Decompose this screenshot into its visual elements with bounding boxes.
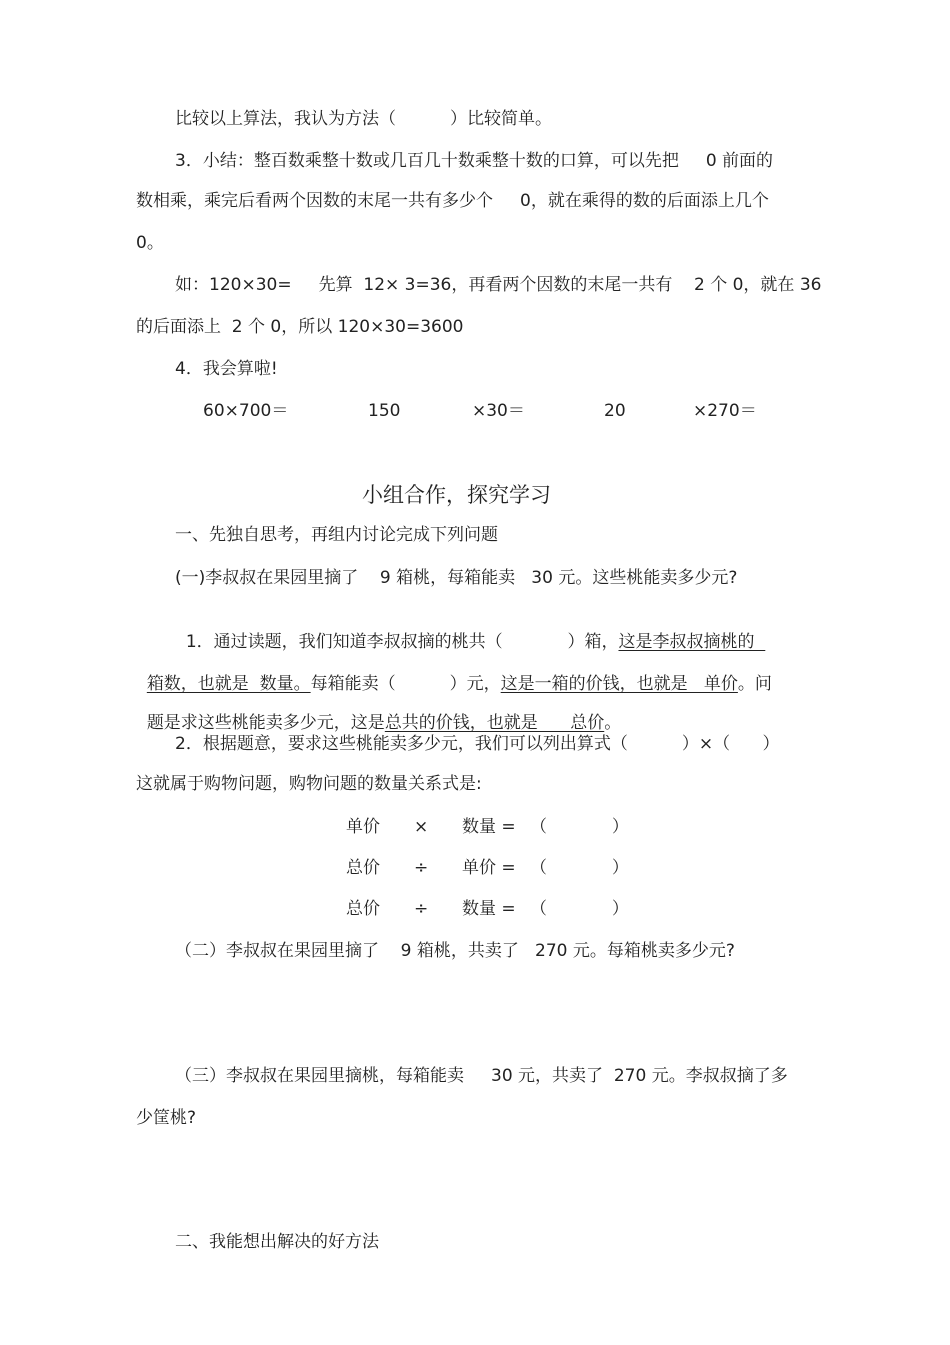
text-line: 的后面添上 2 个 0，所以 120×30=3600 — [136, 317, 464, 337]
text-line — [175, 609, 765, 653]
text-segment: 题是求这些桃能卖多少元，这是 — [146, 713, 385, 733]
calc-item: ×30＝ — [472, 401, 525, 421]
text-line: 比较以上算法，我认为方法（ ）比较简单。 — [175, 109, 553, 129]
text-line: 3．小结：整百数乘整十数或几百几十数乘整十数的口算，可以先把 0 前面的 — [175, 151, 774, 171]
text-segment: 。 — [604, 713, 622, 733]
relation-operator: ÷ — [414, 858, 429, 878]
section-heading: 二、我能想出解决的好方法 — [175, 1232, 379, 1252]
text-segment: 。问 — [737, 674, 772, 694]
calc-item: 60×700＝ — [203, 401, 289, 421]
relation-operator: × — [414, 817, 429, 837]
text-line — [136, 690, 621, 734]
question-text: (一)李叔叔在果园里摘了 9 箱桃，每箱能卖 30 元。这些桃能卖多少元? — [175, 568, 738, 588]
relation-term: 单价 = — [462, 858, 516, 878]
underlined-text: 这是李叔叔摘桃的 — [618, 632, 766, 652]
relation-term: 单价 — [346, 817, 380, 837]
section-heading: 一、先独自思考，再组内讨论完成下列问题 — [175, 525, 498, 545]
calc-item: 150 — [368, 401, 401, 421]
text-segment: 1．通过读题，我们知道李叔叔摘的桃共（ ）箱， — [185, 632, 619, 652]
text-line: 这就属于购物问题，购物问题的数量关系式是: — [136, 774, 482, 794]
text-line: 4．我会算啦! — [175, 359, 278, 379]
question-text: 少筐桃? — [136, 1108, 197, 1128]
section-title: 小组合作，探究学习 — [362, 483, 551, 507]
relation-term: 总价 — [346, 899, 380, 919]
relation-blank: （ ） — [530, 899, 629, 919]
text-line — [136, 651, 772, 695]
relation-term: 数量 = — [462, 899, 516, 919]
relation-term: 数量 = — [462, 817, 516, 837]
underlined-text: 总共的价钱，也就是 总价 — [384, 713, 605, 733]
question-text: （三）李叔叔在果园里摘桃，每箱能卖 30 元，共卖了 270 元。李叔叔摘了多 — [175, 1066, 788, 1086]
calc-item: 20 — [604, 401, 626, 421]
text-line: 如：120×30= 先算 12× 3=36，再看两个因数的末尾一共有 2 个 0，就在 36 — [175, 275, 822, 295]
text-segment: 每箱能卖（ ）元， — [310, 674, 501, 694]
text-line: 2．根据题意，要求这些桃能卖多少元，我们可以列出算式（ ）×（ ） — [175, 734, 780, 754]
relation-blank: （ ） — [530, 817, 629, 837]
text-line: 数相乘，乘完后看两个因数的末尾一共有多少个 0，就在乘得的数的后面添上几个 — [136, 191, 769, 211]
underlined-text: 这是一箱的价钱，也就是 单价 — [500, 674, 738, 694]
question-text: （二）李叔叔在果园里摘了 9 箱桃，共卖了 270 元。每箱桃卖多少元? — [175, 941, 735, 961]
relation-operator: ÷ — [414, 899, 429, 919]
relation-term: 总价 — [346, 858, 380, 878]
calc-item: ×270＝ — [693, 401, 757, 421]
text-line: 0。 — [136, 233, 164, 253]
underlined-text: 箱数，也就是 数量。 — [146, 674, 311, 694]
relation-blank: （ ） — [530, 858, 629, 878]
